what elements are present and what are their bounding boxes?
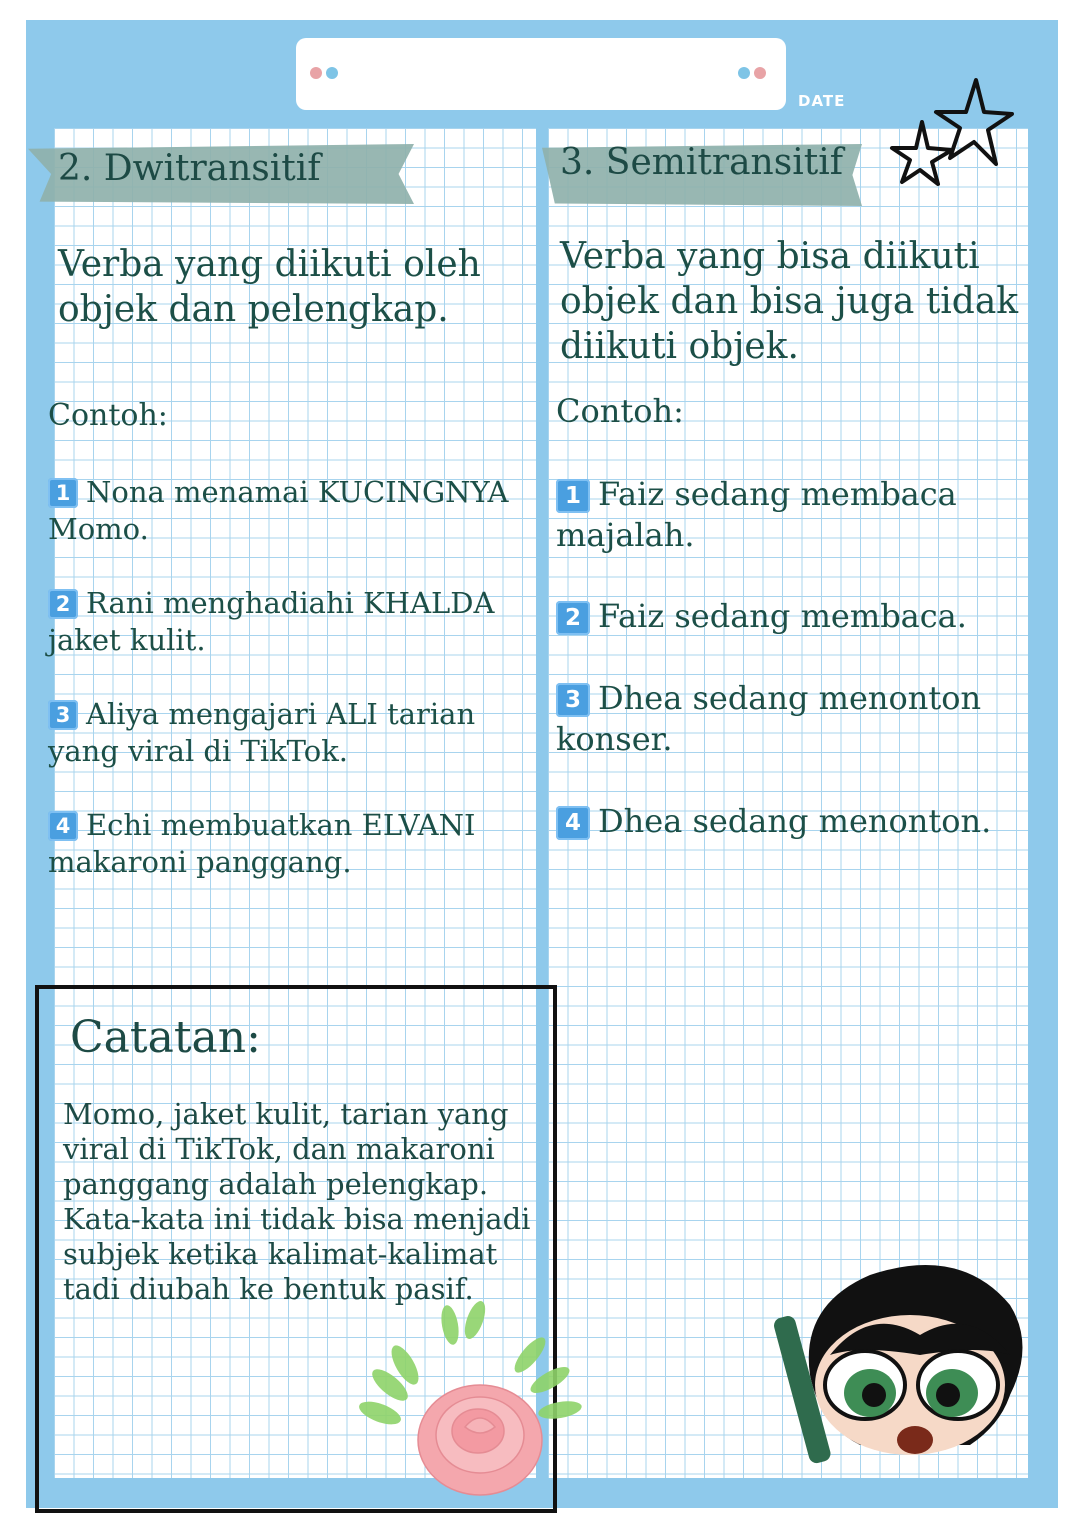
- note-line: tadi diubah ke bentuk pasif.: [63, 1272, 474, 1306]
- right-example-3: [556, 678, 981, 760]
- left-definition: [58, 242, 481, 332]
- blue-dot: [738, 67, 750, 79]
- rose-flower-icon: [350, 1295, 610, 1525]
- example-text: Echi membuatkan ELVANI: [86, 808, 476, 842]
- example-text: Nona menamai KUCINGNYA: [86, 475, 509, 509]
- definition-line: Verba yang bisa diikuti: [560, 236, 980, 277]
- definition-line: objek dan pelengkap.: [58, 289, 449, 330]
- number-2-icon: 2: [556, 601, 590, 635]
- left-example-1: [48, 474, 508, 548]
- right-definition: [560, 234, 1018, 369]
- note-line: viral di TikTok, dan makaroni: [63, 1132, 495, 1166]
- note-body: [63, 1097, 530, 1307]
- pink-dot: [754, 67, 766, 79]
- definition-line: Verba yang diikuti oleh: [58, 244, 481, 285]
- stars-doodle-icon: [880, 72, 1020, 187]
- note-line: Momo, jaket kulit, tarian yang: [63, 1097, 509, 1131]
- number-1-icon: 1: [556, 479, 590, 513]
- left-example-2: [48, 585, 494, 659]
- example-text: Rani menghadiahi KHALDA: [86, 586, 495, 620]
- example-text: yang viral di TikTok.: [48, 734, 349, 768]
- left-example-label: Contoh:: [48, 398, 168, 433]
- cartoon-character-icon: [770, 1255, 1030, 1475]
- left-title: 2. Dwitransitif: [58, 148, 321, 189]
- example-text: Momo.: [48, 512, 149, 546]
- example-text: Dhea sedang menonton.: [598, 802, 992, 840]
- left-example-3: [48, 696, 475, 770]
- number-3-icon: 3: [556, 683, 590, 717]
- note-line: subjek ketika kalimat-kalimat: [63, 1237, 498, 1271]
- example-text: Faiz sedang membaca.: [598, 597, 967, 635]
- example-text: Aliya mengajari ALI tarian: [86, 697, 476, 731]
- number-3-icon: 3: [48, 700, 78, 730]
- example-text: jaket kulit.: [48, 623, 206, 657]
- number-1-icon: 1: [48, 478, 78, 508]
- number-4-icon: 4: [556, 806, 590, 840]
- left-example-4: [48, 807, 475, 881]
- note-line: panggang adalah pelengkap.: [63, 1167, 489, 1201]
- definition-line: objek dan bisa juga tidak: [560, 281, 1019, 322]
- number-4-icon: 4: [48, 811, 78, 841]
- example-text: makaroni panggang.: [48, 845, 352, 879]
- example-text: Dhea sedang menonton: [598, 679, 982, 717]
- example-text: Faiz sedang membaca: [598, 475, 957, 513]
- right-example-label: Contoh:: [556, 392, 684, 430]
- note-title: Catatan:: [70, 1012, 261, 1063]
- example-text: majalah.: [556, 516, 695, 554]
- right-example-2: [556, 596, 967, 637]
- example-text: konser.: [556, 720, 673, 758]
- note-line: Kata-kata ini tidak bisa menjadi: [63, 1202, 531, 1236]
- right-example-1: [556, 474, 957, 556]
- right-title: 3. Semitransitif: [560, 142, 844, 183]
- blue-dot: [326, 67, 338, 79]
- definition-line: diikuti objek.: [560, 326, 799, 367]
- date-label: DATE: [798, 92, 846, 110]
- pink-dot: [310, 67, 322, 79]
- date-bar: [296, 38, 786, 110]
- right-example-4: [556, 801, 991, 842]
- number-2-icon: 2: [48, 589, 78, 619]
